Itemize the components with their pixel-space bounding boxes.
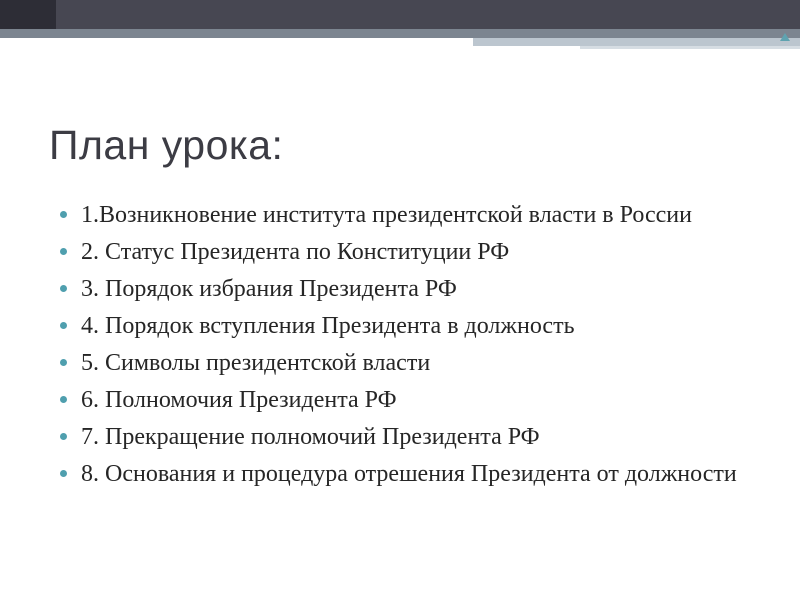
list-item-text: 4. Порядок вступления Президента в должность [81,313,575,339]
bullet-dot-icon [60,470,67,477]
bullet-dot-icon [60,248,67,255]
bullet-dot-icon [60,211,67,218]
header-accent-block [0,0,56,29]
bullet-dot-icon [60,359,67,366]
header-bar [0,0,800,29]
lesson-plan-list [60,200,780,496]
list-item-text: 1.Возникновение института президентской власти в России [81,202,692,228]
list-item [60,311,780,341]
list-item [60,385,780,415]
list-item-text: 6. Полномочия Президента РФ [81,387,397,413]
bullet-dot-icon [60,433,67,440]
header-accent-strip [473,38,800,46]
header-accent-line [580,46,800,49]
bullet-dot-icon [60,285,67,292]
list-item-text: 7. Прекращение полномочий Президента РФ [81,424,540,450]
list-item [60,459,780,489]
header-sub-bar [0,29,800,38]
list-item [60,348,780,378]
bullet-dot-icon [60,322,67,329]
list-item [60,200,780,230]
list-item-text: 8. Основания и процедура отрешения Президента от должности [81,461,737,487]
list-item [60,422,780,452]
list-item-text: 3. Порядок избрания Президента РФ [81,276,457,302]
bullet-dot-icon [60,396,67,403]
slide-title: План урока: [49,122,284,168]
list-item-text: 5. Символы президентской власти [81,350,431,376]
triangle-marker-icon [780,33,790,41]
list-item-text: 2. Статус Президента по Конституции РФ [81,239,510,265]
list-item [60,274,780,304]
list-item [60,237,780,267]
